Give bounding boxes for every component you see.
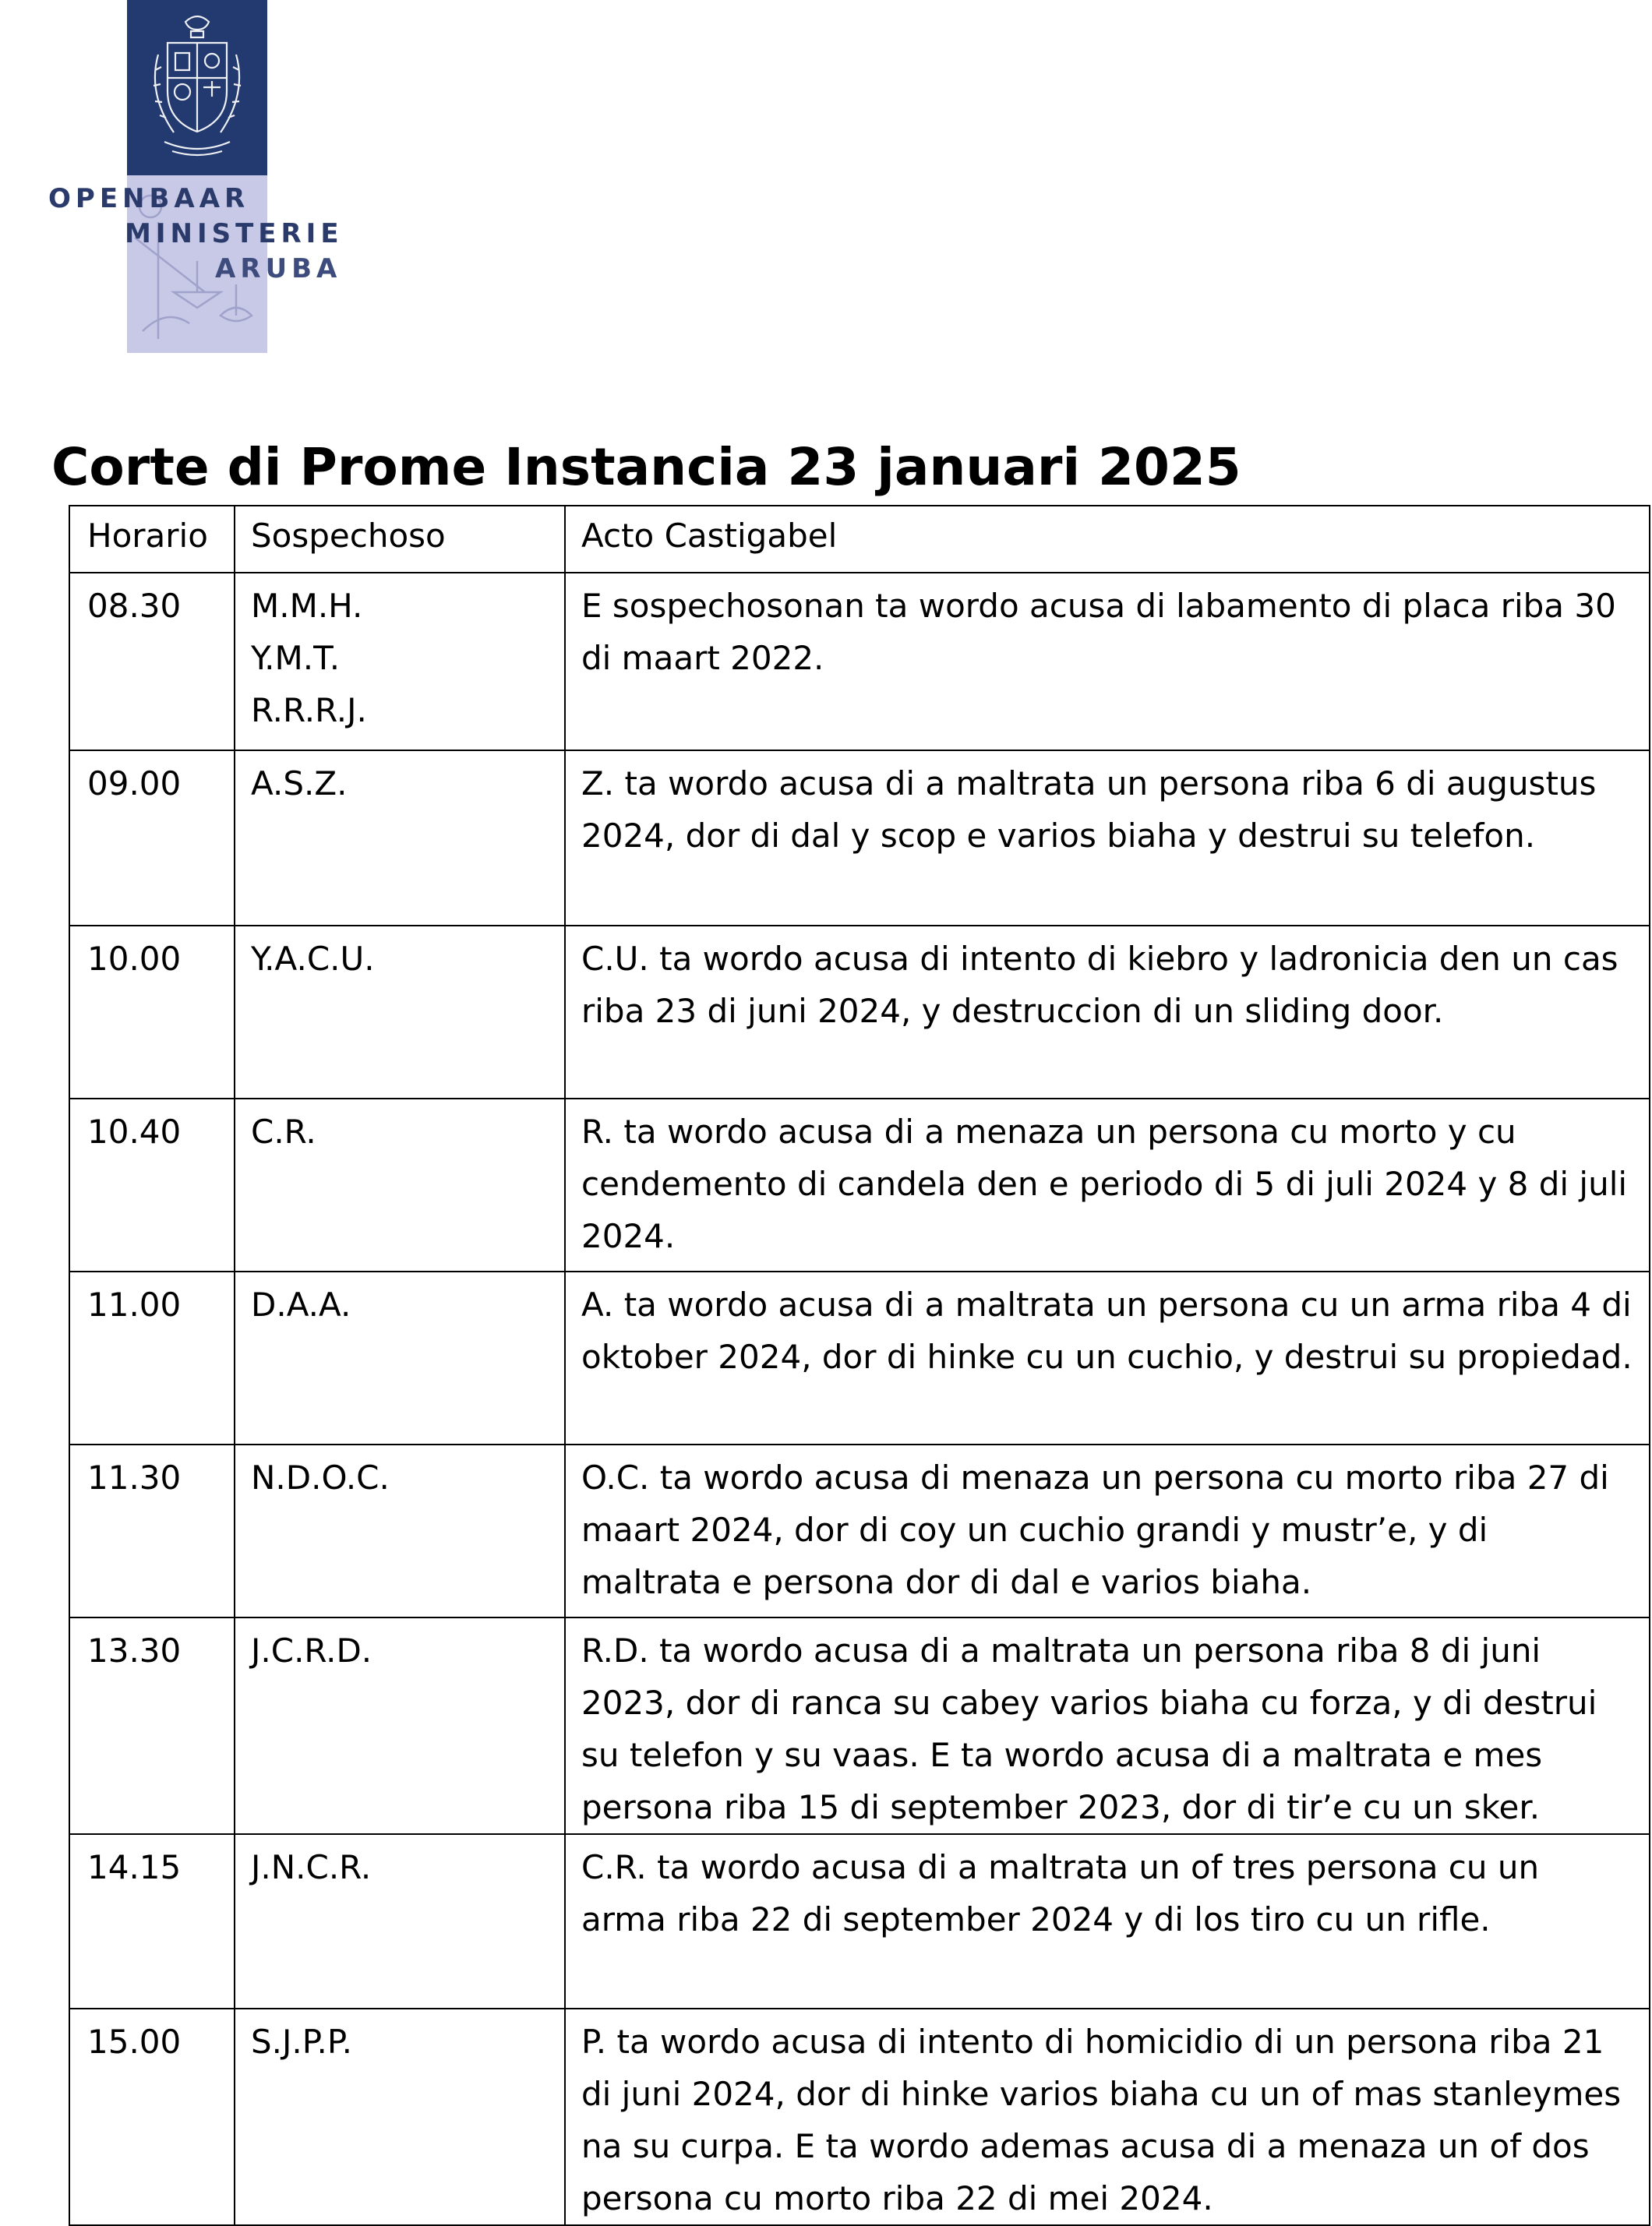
suspect-initials: N.D.O.C. bbox=[251, 1459, 390, 1497]
cell-time: 11.00 bbox=[69, 1272, 235, 1445]
table-header-row bbox=[69, 506, 1650, 573]
suspect-initials: A.S.Z. bbox=[251, 764, 348, 803]
table-row bbox=[69, 750, 1650, 926]
table-row bbox=[69, 926, 1650, 1099]
header-horario: Horario bbox=[69, 506, 235, 573]
suspect-initials: Y.M.T. bbox=[251, 639, 341, 677]
cell-act: Z. ta wordo acusa di a maltrata un persona riba 6 di augustus 2024, dor di dal y scop e varios biaha y destrui su telefon. bbox=[565, 750, 1650, 926]
cell-suspects bbox=[235, 1272, 565, 1445]
table-row bbox=[69, 1617, 1650, 1834]
header-acto-castigabel: Acto Castigabel bbox=[565, 506, 1650, 573]
cell-act: E sospechosonan ta wordo acusa di labamento di placa riba 30 di maart 2022. bbox=[565, 573, 1650, 750]
cell-act: A. ta wordo acusa di a maltrata un persona cu un arma riba 4 di oktober 2024, dor di hinke cu un cuchio, y destrui su propiedad. bbox=[565, 1272, 1650, 1445]
table-row bbox=[69, 1099, 1650, 1272]
suspect-initials: R.R.R.J. bbox=[251, 691, 367, 729]
suspect-initials: M.M.H. bbox=[251, 587, 363, 625]
header-sospechoso: Sospechoso bbox=[235, 506, 565, 573]
cell-time: 11.30 bbox=[69, 1445, 235, 1617]
cell-time: 13.30 bbox=[69, 1617, 235, 1834]
cell-suspects bbox=[235, 750, 565, 926]
cell-suspects bbox=[235, 926, 565, 1099]
cell-time: 14.15 bbox=[69, 1834, 235, 2009]
cell-suspects bbox=[235, 573, 565, 750]
cell-suspects bbox=[235, 1617, 565, 1834]
cell-time: 08.30 bbox=[69, 573, 235, 750]
table-row bbox=[69, 1834, 1650, 2009]
cell-suspects bbox=[235, 2009, 565, 2225]
table-row bbox=[69, 1272, 1650, 1445]
cell-time: 10.00 bbox=[69, 926, 235, 1099]
cell-time: 15.00 bbox=[69, 2009, 235, 2225]
suspect-initials: C.R. bbox=[251, 1113, 316, 1151]
cell-time: 10.40 bbox=[69, 1099, 235, 1272]
logo-emblem-block bbox=[127, 0, 267, 175]
suspect-initials: J.N.C.R. bbox=[251, 1848, 372, 1886]
cell-time: 09.00 bbox=[69, 750, 235, 926]
cell-suspects bbox=[235, 1834, 565, 2009]
table-row bbox=[69, 573, 1650, 750]
cell-act: C.R. ta wordo acusa di a maltrata un of tres persona cu un arma riba 22 di september 2024 y di los tiro cu un rifle. bbox=[565, 1834, 1650, 2009]
logo-text-openbaar: OPENBAAR bbox=[48, 183, 250, 214]
cell-act: C.U. ta wordo acusa di intento di kiebro y ladronicia den un cas riba 23 di juni 2024, y destruccion di un sliding door. bbox=[565, 926, 1650, 1099]
cell-act: P. ta wordo acusa di intento di homicidio di un persona riba 21 di juni 2024, dor di hinke varios biaha cu un of mas stanleymes na su curpa. E ta wordo ademas acusa di a menaza un of dos persona cu morto riba 22 di mei 2024. bbox=[565, 2009, 1650, 2225]
table-row bbox=[69, 2009, 1650, 2225]
cell-act: O.C. ta wordo acusa di menaza un persona cu morto riba 27 di maart 2024, dor di coy un cuchio grandi y mustr’e, y di maltrata e persona dor di dal e varios biaha. bbox=[565, 1445, 1650, 1617]
suspect-initials: D.A.A. bbox=[251, 1286, 351, 1324]
suspect-initials: Y.A.C.U. bbox=[251, 940, 375, 978]
suspect-initials: S.J.P.P. bbox=[251, 2023, 353, 2061]
logo-text-aruba: ARUBA bbox=[215, 253, 342, 284]
page-title: Corte di Prome Instancia 23 januari 2025 bbox=[51, 437, 1241, 497]
logo-text-ministerie: MINISTERIE bbox=[125, 218, 344, 249]
cell-act: R.D. ta wordo acusa di a maltrata un persona riba 8 di juni 2023, dor di ranca su cabey varios biaha cu forza, y di destrui su telefon y su vaas. E ta wordo acusa di a maltrata e mes persona riba 15 di september 2023, dor di tir’e cu un sker. bbox=[565, 1617, 1650, 1834]
hearing-schedule-table bbox=[69, 505, 1650, 2226]
suspect-initials: J.C.R.D. bbox=[251, 1632, 372, 1670]
cell-suspects bbox=[235, 1099, 565, 1272]
table-row bbox=[69, 1445, 1650, 1617]
coat-of-arms-icon bbox=[127, 0, 267, 175]
cell-act: R. ta wordo acusa di a menaza un persona cu morto y cu cendemento di candela den e periodo di 5 di juli 2024 y 8 di juli 2024. bbox=[565, 1099, 1650, 1272]
cell-suspects bbox=[235, 1445, 565, 1617]
